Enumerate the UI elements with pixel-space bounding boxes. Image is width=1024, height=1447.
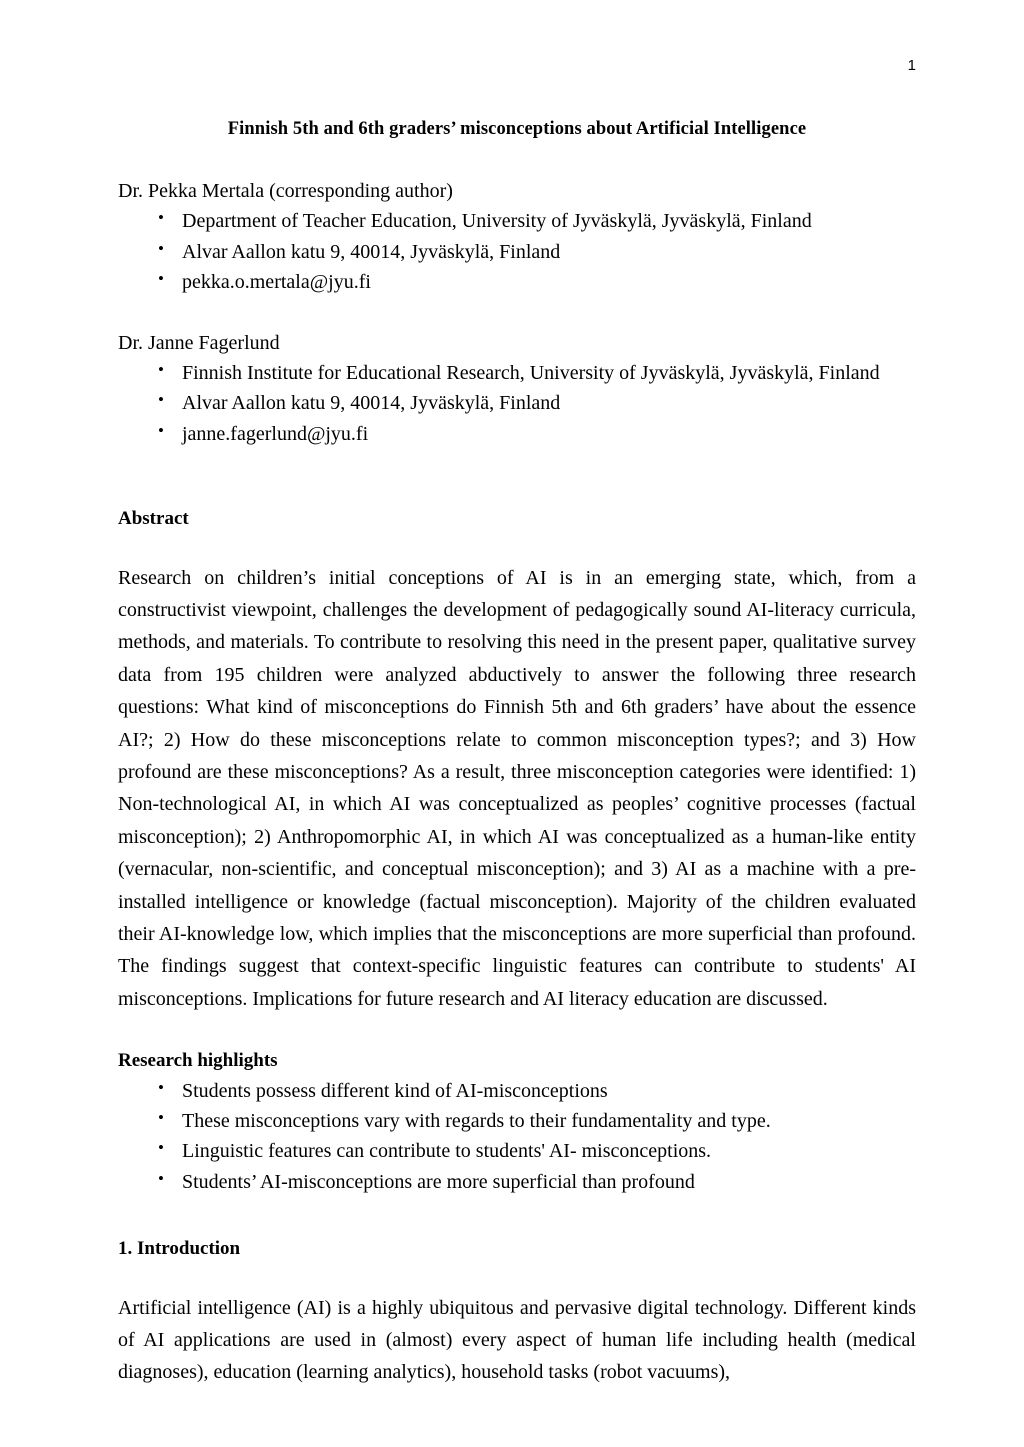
list-item: • Linguistic features can contribute to students' AI- misconceptions. [118,1136,916,1166]
page-title: Finnish 5th and 6th graders’ misconceptions about Artificial Intelligence [227,119,807,139]
list-item: • pekka.o.mertala@jyu.fi [118,267,916,297]
author-block-1 [118,176,916,298]
list-item: • Alvar Aallon katu 9, 40014, Jyväskylä, Finland [118,388,916,418]
introduction-heading: 1. Introduction [118,1238,241,1260]
page-number: 1 [907,57,916,74]
list-item: • Alvar Aallon katu 9, 40014, Jyväskylä, Finland [118,237,916,267]
research-highlights-list [118,1076,916,1198]
author-block-2 [118,328,916,450]
list-item: • Students possess different kind of AI-misconceptions [118,1076,916,1106]
author-name: Dr. Janne Fagerlund [118,331,280,354]
abstract-text: Research on children’s initial conceptions of AI is in an emerging state, which, from a constructivist viewpoint, challenges the development of pedagogically sound AI-literacy curricula, methods, and materials. To contribute to resolving this need in the present paper, qualitative survey data from 195 children were analyzed abductively to answer the following three research questions: What kind of misconceptions do Finnish 5th and 6th graders’ have about the essence AI?; 2) How do these misconceptions relate to common misconception types?; and 3) How profound are these misconceptions? As a result, three misconception categories were identified: 1) Non-technological AI, in which AI was conceptualized as peoples’ cognitive processes (factual misconception); 2) Anthropomorphic AI, in which AI was conceptualized as a human-like entity (vernacular, non-scientific, and conceptual misconception); and 3) AI as a machine with a pre-installed intelligence or knowledge (factual misconception). Majority of the children evaluated their AI-knowledge low, which implies that the misconceptions are more superficial than profound. The findings suggest that context-specific linguistic features can contribute to students' AI misconceptions. Implications for future research and AI literacy education are discussed. [118,566,916,1010]
author-details-list [118,358,916,449]
abstract-heading: Abstract [118,508,189,530]
list-item: • These misconceptions vary with regards to their fundamentality and type. [118,1106,916,1136]
list-item: • Department of Teacher Education, University of Jyväskylä, Jyväskylä, Finland [118,206,916,236]
research-highlights-heading: Research highlights [118,1050,278,1072]
list-item: • Students’ AI-misconceptions are more superficial than profound [118,1167,916,1197]
author-name: Dr. Pekka Mertala (corresponding author) [118,180,453,202]
list-item: • janne.fagerlund@jyu.fi [118,419,916,449]
author-details-list [118,206,916,297]
list-item: • Finnish Institute for Educational Research, University of Jyväskylä, Jyväskylä, Finland [118,358,916,388]
introduction-text: Artificial intelligence (AI) is a highly ubiquitous and pervasive digital technology. Different kinds of AI applications are used in (almost) every aspect of human life including health (medical diagnoses), education (learning analytics), household tasks (robot vacuums), [118,1296,916,1384]
